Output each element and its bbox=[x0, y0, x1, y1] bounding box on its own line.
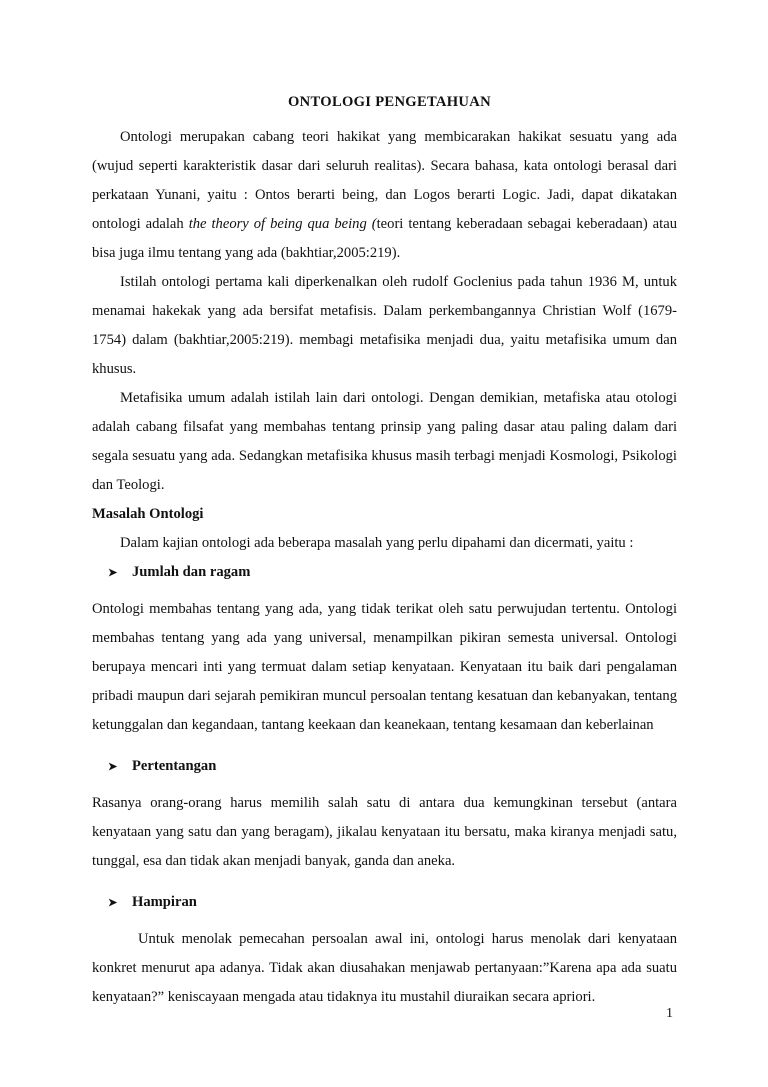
topic-heading-pertentangan bbox=[108, 752, 677, 781]
page-number: 1 bbox=[666, 1006, 673, 1021]
spacer bbox=[92, 587, 677, 595]
section-heading: Masalah Ontologi bbox=[92, 506, 204, 522]
spacer bbox=[92, 917, 677, 925]
topic-paragraph-jumlah: Ontologi membahas tentang yang ada, yang tidak terikat oleh satu perwujudan tertentu. Ontologi membahas tentang yang ada yang universal, menampilkan pikiran semesta universal. Ontologi berupaya mencari inti yang termuat dalam setiap kenyataan. Kenyataan itu baik dari pengalaman pribadi maupun dari sejarah pemikiran muncul persoalan tentang kesatuan dan kebanyakan, tentang ketunggalan dan kegandaan, tantang keekaan dan keanekaan, tentang kesamaan dan keberlainan bbox=[92, 601, 677, 733]
topic-heading-label: Hampiran bbox=[132, 894, 197, 910]
arrow-bullet-icon: ➤ bbox=[108, 566, 118, 579]
arrow-bullet-icon: ➤ bbox=[108, 896, 118, 909]
section-lead: Dalam kajian ontologi ada beberapa masalah yang perlu dipahami dan dicermati, yaitu : bbox=[120, 535, 634, 551]
topic-paragraph-hampiran: Untuk menolak pemecahan persoalan awal ini, ontologi harus menolak dari kenyataan konkret menurut apa adanya. Tidak akan diusahakan menjawab pertanyaan:”Karena apa ada suatu kenyataan?” keniscayaan mengada atau tidaknya itu mustahil diuraikan secara apriori. bbox=[92, 931, 677, 1005]
topic-heading-hampiran bbox=[108, 888, 677, 917]
paragraph-definition-italic: the theory of being qua being ( bbox=[188, 216, 377, 232]
topic-heading-label: Pertentangan bbox=[132, 758, 217, 774]
document-title: ONTOLOGI PENGETAHUAN bbox=[288, 94, 491, 110]
paragraph-metaphysics: Metafisika umum adalah istilah lain dari ontologi. Dengan demikian, metafiska atau otologi adalah cabang filsafat yang membahas tentang prinsip yang paling dasar atau paling dalam dari segala sesuatu yang ada. Sedangkan metafisika khusus masih terbagi menjadi Kosmologi, Psikologi dan Teologi. bbox=[92, 390, 677, 493]
paragraph-definition-text: Ontologi merupakan cabang teori hakikat yang membicarakan hakikat sesuatu yang ada (wujud seperti karakteristik dasar dari seluruh realitas). Secara bahasa, kata ontologi berasal dari perkataan Yunani, yaitu : Ontos berarti being, dan Logos berarti Logic. Jadi, dapat dikatakan ontologi adalah bbox=[92, 129, 677, 232]
arrow-bullet-icon: ➤ bbox=[108, 760, 118, 773]
spacer bbox=[92, 876, 677, 888]
paragraph-definition bbox=[92, 123, 677, 268]
spacer bbox=[92, 781, 677, 789]
topic-heading-jumlah bbox=[108, 558, 677, 587]
topic-paragraph-pertentangan: Rasanya orang-orang harus memilih salah satu di antara dua kemungkinan tersebut (antara kenyataan yang satu dan yang beragam), jikalau kenyataan itu bersatu, maka kiranya menjadi satu, tunggal, esa dan tidak akan menjadi banyak, ganda dan aneka. bbox=[92, 795, 677, 869]
spacer bbox=[92, 740, 677, 752]
document-body bbox=[92, 88, 677, 1012]
paragraph-definition-text-end: teori tentang keberadaan sebagai keberadaan) atau bisa juga ilmu tentang yang ada (bakhtiar,2005:219). bbox=[92, 216, 677, 261]
topic-heading-label: Jumlah dan ragam bbox=[132, 564, 251, 580]
paragraph-history: Istilah ontologi pertama kali diperkenalkan oleh rudolf Goclenius pada tahun 1936 M, untuk menamai hakekak yang ada bersifat metafisis. Dalam perkembangannya Christian Wolf (1679-1754) dalam (bakhtiar,2005:219). membagi metafisika menjadi dua, yaitu metafisika umum dan khusus. bbox=[92, 274, 677, 377]
